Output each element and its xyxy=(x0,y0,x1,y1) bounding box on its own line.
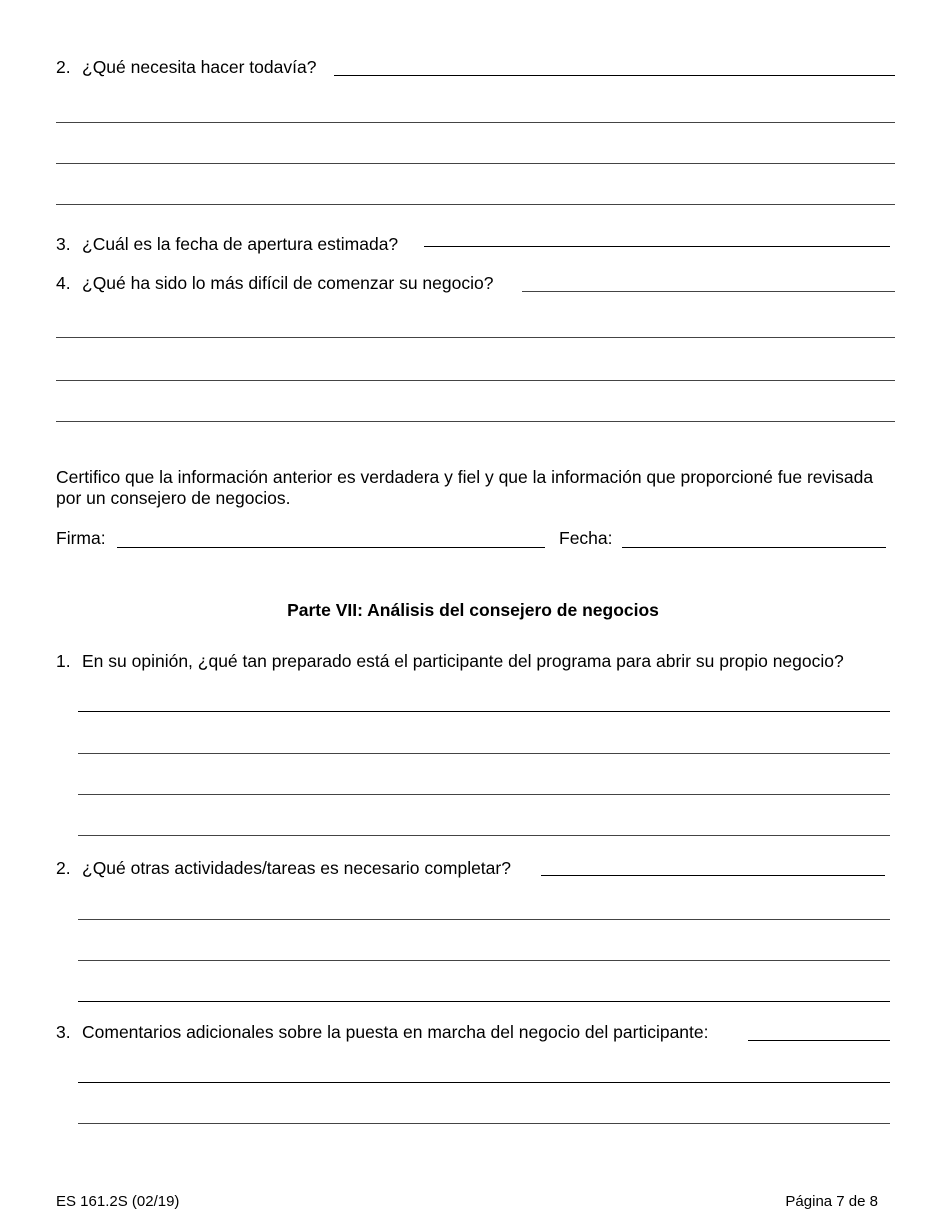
page-number: Página 7 de 8 xyxy=(785,1193,878,1210)
counselor-question-1-number: 1. xyxy=(56,651,71,671)
counselor-question-2-answer-line[interactable] xyxy=(78,1001,890,1002)
counselor-question-2-answer-line[interactable] xyxy=(541,875,885,876)
question-2-answer-line[interactable] xyxy=(56,204,895,205)
form-id: ES 161.2S (02/19) xyxy=(56,1193,180,1210)
question-2-label: ¿Qué necesita hacer todavía? xyxy=(82,57,317,77)
question-4-answer-line[interactable] xyxy=(56,380,895,381)
opening-date-line[interactable] xyxy=(424,246,890,247)
question-4-number: 4. xyxy=(56,273,71,293)
question-2-answer-line[interactable] xyxy=(56,122,895,123)
question-2-answer-line[interactable] xyxy=(56,163,895,164)
counselor-question-3-answer-line[interactable] xyxy=(748,1040,890,1041)
counselor-question-1-answer-line[interactable] xyxy=(78,835,890,836)
question-2-answer-line[interactable] xyxy=(334,75,895,76)
question-4-label: ¿Qué ha sido lo más difícil de comenzar su negocio? xyxy=(82,273,494,293)
counselor-question-3-label: Comentarios adicionales sobre la puesta en marcha del negocio del participante: xyxy=(82,1022,709,1042)
date-line[interactable] xyxy=(622,547,886,548)
counselor-question-3-number: 3. xyxy=(56,1022,71,1042)
counselor-question-2-number: 2. xyxy=(56,858,71,878)
counselor-question-1-answer-line[interactable] xyxy=(78,711,890,712)
counselor-question-3-answer-line[interactable] xyxy=(78,1082,890,1083)
counselor-question-3-answer-line[interactable] xyxy=(78,1123,890,1124)
question-4-answer-line[interactable] xyxy=(522,291,895,292)
counselor-question-1-label: En su opinión, ¿qué tan preparado está el participante del programa para abrir su propio negocio? xyxy=(82,651,844,671)
question-3-label: ¿Cuál es la fecha de apertura estimada? xyxy=(82,234,399,254)
certification-statement: Certifico que la información anterior es verdadera y fiel y que la información que proporcioné fue revisada por un consejero de negocios. xyxy=(56,467,874,508)
question-4-answer-line[interactable] xyxy=(56,421,895,422)
question-2-number: 2. xyxy=(56,57,71,77)
counselor-question-1-answer-line[interactable] xyxy=(78,794,890,795)
date-label: Fecha: xyxy=(559,528,613,548)
counselor-question-2-answer-line[interactable] xyxy=(78,960,890,961)
question-4-answer-line[interactable] xyxy=(56,337,895,338)
counselor-question-1-answer-line[interactable] xyxy=(78,753,890,754)
signature-label: Firma: xyxy=(56,528,106,548)
counselor-question-2-label: ¿Qué otras actividades/tareas es necesario completar? xyxy=(82,858,511,878)
signature-line[interactable] xyxy=(117,547,545,548)
question-3-number: 3. xyxy=(56,234,71,254)
section-heading: Parte VII: Análisis del consejero de negocios xyxy=(287,600,659,620)
counselor-question-2-answer-line[interactable] xyxy=(78,919,890,920)
